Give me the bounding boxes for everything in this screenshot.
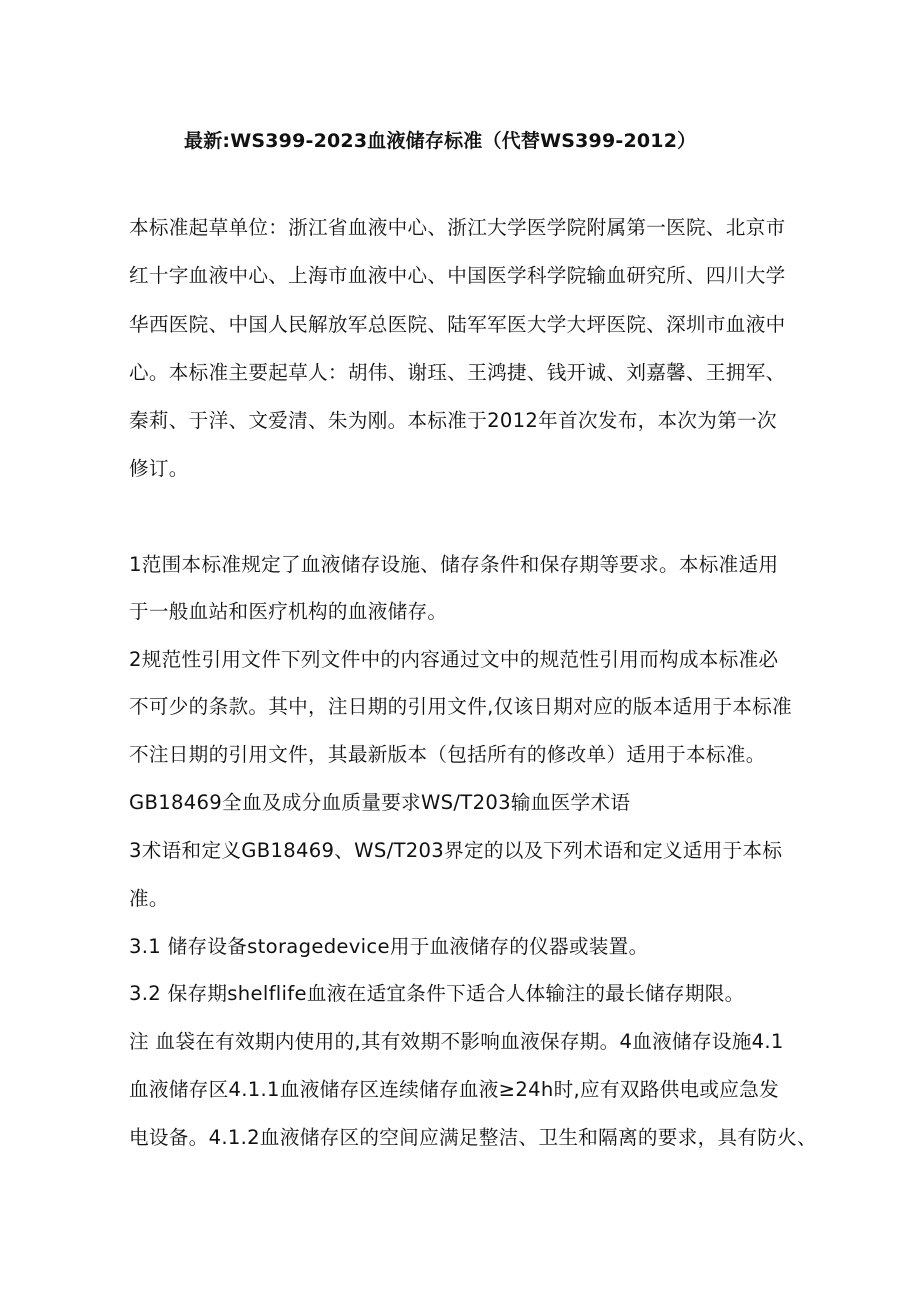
drafting-line: 红十字血液中心、上海市血液中心、中国医学科学院输血研究所、四川大学 bbox=[129, 264, 786, 287]
body-line: 3.1 储存设备storagedevice用于血液储存的仪器或装置。 bbox=[129, 935, 649, 958]
document-title: 最新:WS399-2023血液储存标准（代替WS399-2012） bbox=[184, 130, 697, 152]
body-line: 不注日期的引用文件，其最新版本（包括所有的修改单）适用于本标准。 bbox=[129, 743, 766, 766]
body-line: 注 血袋在有效期内使用的,其有效期不影响血液保存期。4血液储存设施4.1 bbox=[129, 1030, 784, 1053]
body-line: 3术语和定义GB18469、WS/T203界定的以及下列术语和定义适用于本标 bbox=[129, 839, 783, 862]
drafting-line: 本标准起草单位：浙江省血液中心、浙江大学医学院附属第一医院、北京市 bbox=[129, 216, 786, 239]
body-line: 不可少的条款。其中，注日期的引用文件,仅该日期对应的版本适用于本标准 bbox=[129, 695, 793, 718]
body-line: 准。 bbox=[129, 887, 169, 910]
drafting-line: 华西医院、中国人民解放军总医院、陆军军医大学大坪医院、深圳市血液中 bbox=[129, 313, 786, 336]
drafting-line: 心。本标准主要起草人：胡伟、谢珏、王鸿捷、钱开诚、刘嘉馨、王拥军、 bbox=[129, 361, 786, 384]
body-line: 血液储存区4.1.1血液储存区连续储存血液≥24h时,应有双路供电或应急发 bbox=[129, 1078, 779, 1101]
body-line: 于一般血站和医疗机构的血液储存。 bbox=[129, 600, 448, 623]
body-line: 1范围本标准规定了血液储存设施、储存条件和保存期等要求。本标准适用 bbox=[129, 553, 779, 576]
drafting-line: 修订。 bbox=[129, 457, 189, 480]
drafting-line: 秦莉、于洋、文爱清、朱为刚。本标准于2012年首次发布，本次为第一次 bbox=[129, 409, 777, 432]
body-line: 电设备。4.1.2血液储存区的空间应满足整洁、卫生和隔离的要求，具有防火、 bbox=[129, 1126, 817, 1149]
body-line: 3.2 保存期shelflife血液在适宜条件下适合人体输注的最长储存期限。 bbox=[129, 982, 745, 1005]
body-line: 2规范性引用文件下列文件中的内容通过文中的规范性引用而构成本标准必 bbox=[129, 648, 779, 671]
body-line: GB18469全血及成分血质量要求WS/T203输血医学术语 bbox=[129, 791, 631, 814]
